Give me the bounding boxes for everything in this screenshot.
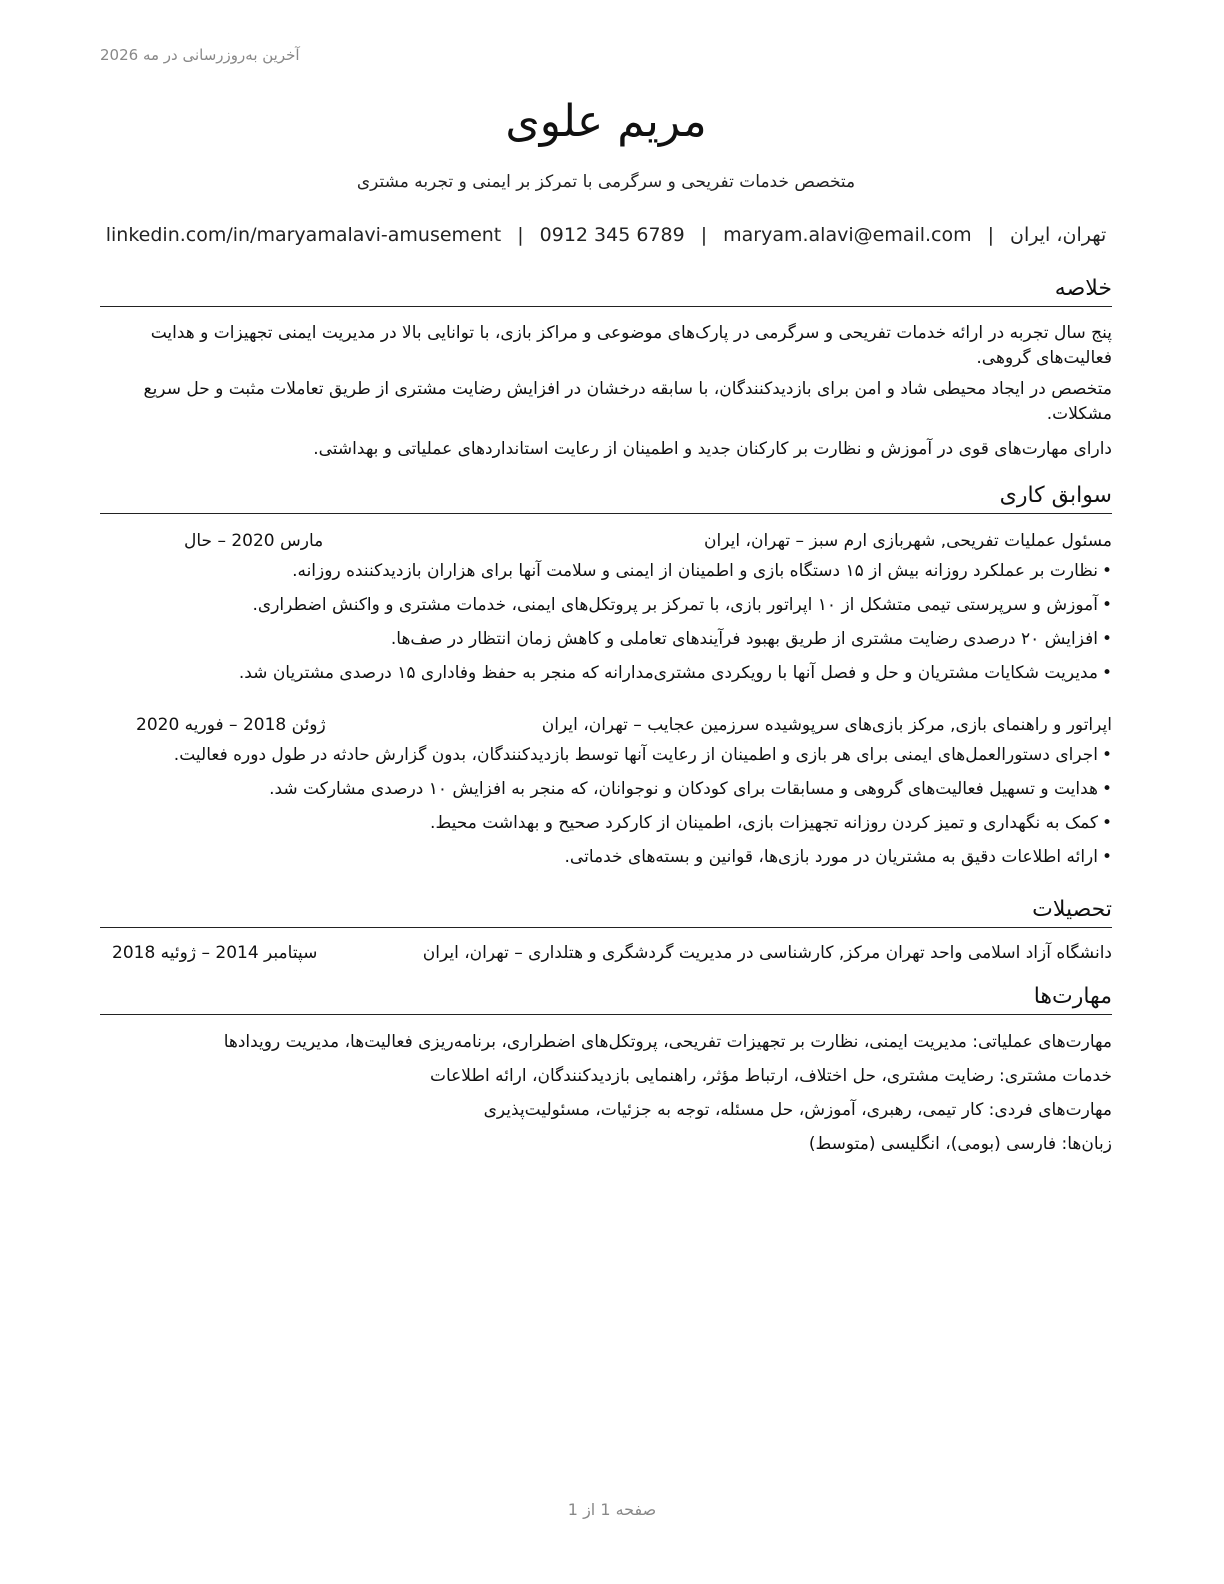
contact-phone[interactable]: 0912 345 6789 [539,224,685,246]
summary-paragraph: پنج سال تجربه در ارائه خدمات تفریحی و سرگرمی در پارک‌های موضوعی و مراکز بازی، با توانایی بالا در مدیریت ایمنی تجهیزات و هدایت فعالیت‌های گروهی. [150,323,1112,368]
skill-line: خدمات مشتری: رضایت مشتری، حل اختلاف، ارتباط مؤثر، راهنمایی بازدیدکنندگان، ارائه اطلاعات [429,1066,1112,1086]
summary-paragraph: دارای مهارت‌های قوی در آموزش و نظارت بر کارکنان جدید و اطمینان از رعایت استانداردهای عملیاتی و بهداشتی. [313,439,1112,459]
contact-separator: | [987,224,995,246]
list-item: • کمک به نگهداری و تمیز کردن روزانه تجهیزات بازی، اطمینان از کارکرد صحیح و بهداشت محیط. [100,806,1112,840]
skill-line: مهارت‌های فردی: کار تیمی، رهبری، آموزش، حل مسئله، توجه به جزئیات، مسئولیت‌پذیری [483,1100,1112,1120]
list-item: • اجرای دستورالعمل‌های ایمنی برای هر بازی و اطمینان از رعایت آنها توسط بازدیدکنندگان، بدون گزارش حادثه در طول دوره فعالیت. [100,738,1112,772]
skills-list [100,1025,1112,1161]
job-entry [100,712,1112,874]
education-title: دانشگاه آزاد اسلامی واحد تهران مرکز, کارشناسی در مدیریت گردشگری و هتلداری – تهران، ایران [422,943,1112,963]
list-item: • هدایت و تسهیل فعالیت‌های گروهی و مسابقات برای کودکان و نوجوانان، که منجر به افزایش ۱۰ درصدی مشارکت شد. [100,772,1112,806]
skills-heading: مهارت‌ها [100,982,1112,1015]
summary-paragraph: متخصص در ایجاد محیطی شاد و امن برای بازدیدکنندگان، با سابقه درخشان در افزایش رضایت مشتری از طریق تعاملات مثبت و حل سریع مشکلات. [143,379,1112,424]
job-header [100,528,1112,554]
resume-page [100,0,1112,1584]
contact-location: تهران، ایران [1010,224,1107,246]
job-title: مسئول عملیات تفریحی, شهربازی ارم سبز – تهران، ایران [704,531,1112,551]
list-item: • آموزش و سرپرستی تیمی متشکل از ۱۰ اپراتور بازی، با تمرکز بر پروتکل‌های ایمنی، خدمات مشتری و واکنش اضطراری. [100,588,1112,622]
contact-line [100,224,1112,246]
job-title: اپراتور و راهنمای بازی, مرکز بازی‌های سرپوشیده سرزمین عجایب – تهران، ایران [541,715,1112,735]
education-entry [100,940,1112,966]
contact-linkedin[interactable]: linkedin.com/in/maryamalavi-amusement [105,224,502,246]
education-section [100,895,1112,966]
candidate-headline: متخصص خدمات تفریحی و سرگرمی با تمرکز بر ایمنی و تجربه مشتری [356,172,856,192]
education-dates: سپتامبر 2014 – ژوئیه 2018 [112,943,318,963]
skills-section [100,982,1112,1161]
job-dates: ژوئن 2018 – فوریه 2020 [136,715,326,735]
summary-heading: خلاصه [100,274,1112,307]
skill-line: زبان‌ها: فارسی (بومی)، انگلیسی (متوسط) [808,1134,1112,1154]
list-item: • ارائه اطلاعات دقیق به مشتریان در مورد بازی‌ها، قوانین و بسته‌های خدماتی. [100,840,1112,874]
candidate-name: مریم علوی [505,96,707,147]
job-bullets [100,554,1112,690]
education-heading: تحصیلات [100,895,1112,928]
list-item: • مدیریت شکایات مشتریان و حل و فصل آنها با رویکردی مشتری‌مدارانه که منجر به حفظ وفاداری ۱۵ درصدی مشتریان شد. [100,656,1112,690]
summary-section [100,274,1112,462]
contact-separator: | [700,224,708,246]
skill-line: مهارت‌های عملیاتی: مدیریت ایمنی، نظارت بر تجهیزات تفریحی، پروتکل‌های اضطراری، برنامه‌ریزی فعالیت‌ها، مدیریت رویدادها [223,1032,1112,1052]
job-entry [100,528,1112,690]
last-updated-note: آخرین به‌روزرسانی در مه 2026 [100,46,300,64]
contact-email[interactable]: maryam.alavi@email.com [723,224,972,246]
page-number: صفحه 1 از 1 [567,1500,657,1519]
experience-section [100,481,1112,874]
list-item: • افزایش ۲۰ درصدی رضایت مشتری از طریق بهبود فرآیندهای تعاملی و کاهش زمان انتظار در صف‌ها. [100,622,1112,656]
contact-separator: | [517,224,524,246]
job-header [100,712,1112,738]
job-bullets [100,738,1112,874]
job-dates: مارس 2020 – حال [184,531,324,551]
experience-heading: سوابق کاری [100,481,1112,514]
list-item: • نظارت بر عملکرد روزانه بیش از ۱۵ دستگاه بازی و اطمینان از ایمنی و سلامت آنها برای هزاران بازدیدکننده روزانه. [100,554,1112,588]
